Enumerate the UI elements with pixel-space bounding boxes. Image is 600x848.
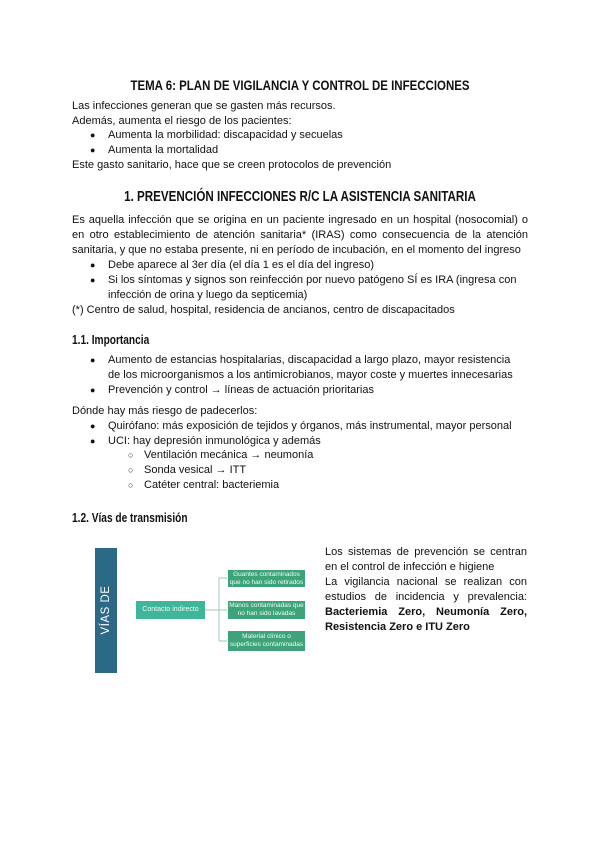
right-bold-line: Resistencia Zero e ITU Zero [325, 621, 470, 633]
section-1-1-heading: 1.1. Importancia [72, 332, 150, 347]
importance-bullet: Aumento de estancias hospitalarias, discapacidad a largo plazo, mayor resistencia [108, 354, 511, 366]
diagram-box: Material clínico o superficies contaminadas [228, 631, 305, 651]
section-1-heading: 1. PREVENCIÓN INFECCIONES R/C LA ASISTENCIA SANITARIA [124, 189, 476, 205]
transmission-diagram [95, 548, 315, 673]
section-1-bullet-cont: infección de orina y luego da septicemia) [108, 289, 308, 301]
bullet-dot-icon: ● [90, 421, 96, 431]
intro-line-3: Este gasto sanitario, hace que se creen protocolos de prevención [72, 159, 392, 171]
risk-intro: Dónde hay más riesgo de padecerlos: [72, 405, 258, 417]
bullet-dot-icon: ● [90, 275, 96, 285]
uci-sub-bullet: Catéter central: bacteriemia [144, 479, 280, 491]
section-1-2-heading: 1.2. Vías de transmisión [72, 510, 188, 525]
intro-bullet-1: Aumenta la morbilidad: discapacidad y secuelas [108, 129, 343, 141]
importance-bullet-cont: de los microorganismos a los antimicrobianos, mayor coste y muertes innecesarias [108, 369, 513, 381]
uci-sub-bullet: Ventilación mecánica → neumonía [144, 449, 314, 461]
diagram-main-box: Contacto indirecto [136, 601, 205, 619]
bullet-dot-icon: ● [90, 260, 96, 270]
bullet-dot-icon: ● [90, 436, 96, 446]
right-bold-line: Bacteriemia Zero, Neumonía Zero, [325, 606, 527, 618]
right-text-line: estudios de incidencia y prevalencia: [325, 591, 527, 603]
circle-bullet-icon: ○ [128, 450, 134, 460]
section-1-para-line: en otro establecimiento de atención sanitaria* (IRAS) como consecuencia de la atención [72, 229, 528, 241]
bullet-dot-icon: ● [90, 130, 96, 140]
bullet-dot-icon: ● [90, 355, 96, 365]
diagram-box: Manos contaminadas que no han sido lavadas [229, 602, 304, 617]
intro-bullet-2: Aumenta la mortalidad [108, 144, 219, 156]
right-text-line: Los sistemas de prevención se centran [325, 546, 527, 558]
diagram-vertical-label: VÍAS DE TRANSMISIÓN [100, 567, 132, 653]
section-1-para-line: Es aquella infección que se origina en un paciente ingresado en un hospital (nosocomial) o [72, 214, 528, 226]
right-text-line: La vigilancia nacional se realizan con [325, 576, 527, 588]
importance-bullet: Prevención y control → líneas de actuación prioritarias [108, 384, 374, 396]
intro-line-1: Las infecciones generan que se gasten más recursos. [72, 100, 336, 112]
circle-bullet-icon: ○ [128, 480, 134, 490]
page-title: TEMA 6: PLAN DE VIGILANCIA Y CONTROL DE INFECCIONES [130, 77, 470, 93]
circle-bullet-icon: ○ [128, 465, 134, 475]
risk-bullet: UCI: hay depresión inmunológica y además [108, 435, 321, 447]
bullet-dot-icon: ● [90, 385, 96, 395]
right-text-line: en el control de infección e higiene [325, 561, 495, 573]
uci-sub-bullet: Sonda vesical → ITT [144, 464, 247, 476]
section-1-bullet: Si los síntomas y signos son reinfección por nuevo patógeno SÍ es IRA (ingresa con [108, 274, 517, 286]
risk-bullet: Quirófano: más exposición de tejidos y órganos, más instrumental, mayor personal [108, 420, 512, 432]
diagram-box: Guantes contaminados que no han sido retirados [229, 570, 304, 586]
section-1-para-line: sanitaria, y que no estaba presente, ni en período de incubación, en el momento del ingreso [72, 244, 521, 256]
section-1-note: (*) Centro de salud, hospital, residencia de ancianos, centro de discapacitados [72, 304, 455, 316]
intro-line-2: Además, aumenta el riesgo de los pacientes: [72, 115, 292, 127]
bullet-dot-icon: ● [90, 145, 96, 155]
section-1-bullet: Debe aparece al 3er día (el día 1 es el día del ingreso) [108, 259, 374, 271]
